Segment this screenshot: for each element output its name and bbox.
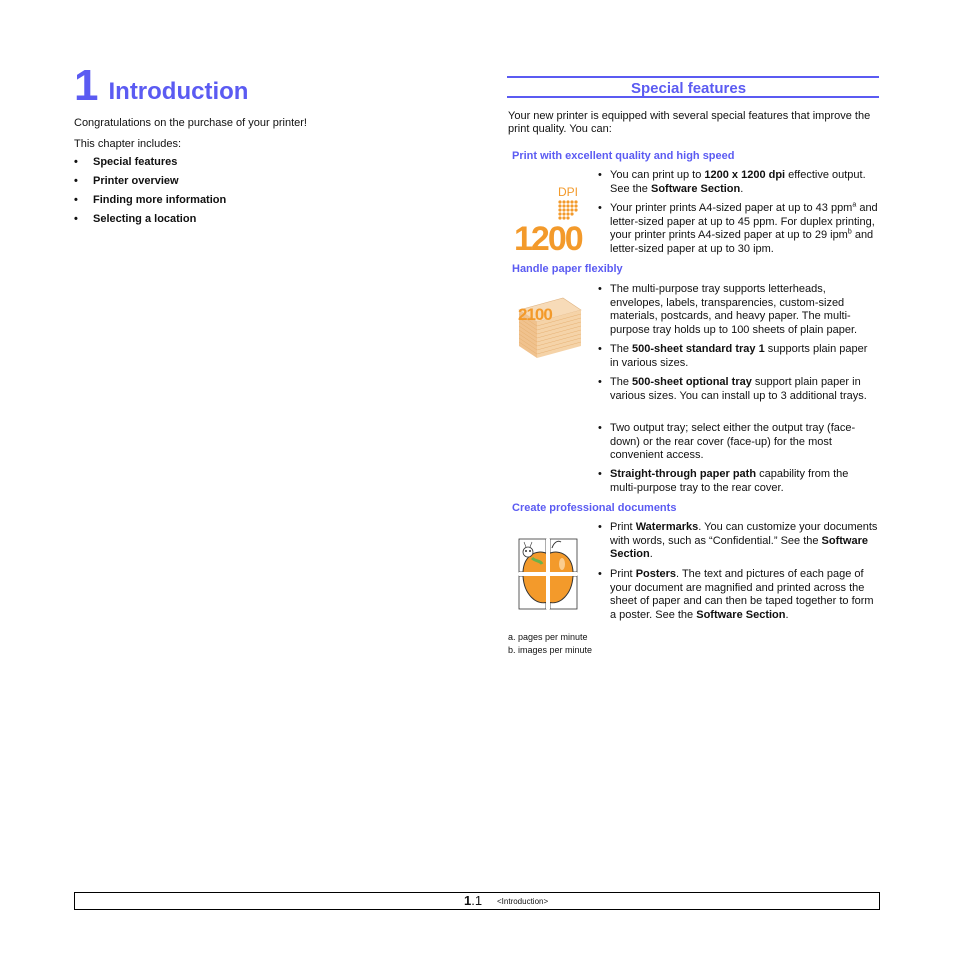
toc-item-finding-more-information[interactable] [74, 194, 226, 213]
footer-section-label: <Introduction> [497, 897, 549, 906]
paper-value: 2100 [518, 305, 552, 324]
bullet-posters: • Print Posters. The text and pictures of each page of your document are magnified and printed across the sheet of paper and can then be taped together to form a poster. See the Software Section. [598, 568, 874, 621]
bullet: • [598, 521, 602, 533]
section-title: Special features [631, 80, 747, 97]
toc-item-label: Finding more information [93, 194, 227, 206]
footnote-b: b. images per minute [508, 645, 593, 655]
footnote-ref-b[interactable]: b [847, 228, 852, 236]
bullet: • [74, 194, 78, 206]
subheading-quality-speed: Print with excellent quality and high speed [512, 150, 735, 162]
bullet: • [598, 376, 602, 388]
bullet: • [74, 213, 78, 225]
dpi-label: DPI [558, 185, 579, 199]
toc-item-selecting-a-location[interactable] [74, 213, 226, 232]
dpi-1200-illustration [512, 180, 588, 254]
chapter-number: 1 [74, 61, 99, 110]
bullet: • [598, 422, 602, 434]
bullet: • [74, 156, 78, 168]
page-number: 1.1 [464, 893, 483, 908]
toc-item-special-features[interactable] [74, 156, 226, 175]
bullet-standard-tray: • The 500-sheet standard tray 1 supports plain paper in various sizes. [598, 343, 868, 369]
chapter-title: Introduction [108, 78, 249, 105]
bullet: • [598, 343, 602, 355]
footnote-a: a. pages per minute [508, 632, 588, 642]
toc-item-label: Selecting a location [93, 213, 197, 225]
intro-paragraph: Your new printer is equipped with several special features that improve the print quality. You can: [508, 110, 871, 135]
bullet-speed: • Your printer prints A4-sized paper at up to 43 ppm$^a$ and letter-sized paper at up to 45 ppm. For duplex printing, your printer prints A4-sized paper at up to 29 ipm$^b$ and letter-sized paper at up to 30 ipm. [598, 201, 878, 255]
toc-item-label: Special features [93, 156, 178, 168]
poster-apple-icon [519, 539, 577, 609]
bullet: • [598, 468, 602, 480]
poster-apple-illustration [518, 538, 578, 610]
bullet: • [598, 202, 602, 214]
section-heading [507, 76, 879, 98]
congrats-text: Congratulations on the purchase of your printer! [74, 117, 307, 129]
dpi-dot-grid-icon [558, 200, 577, 219]
subheading-paper-handling: Handle paper flexibly [512, 263, 623, 275]
bullet-dpi: • You can print up to 1200 x 1200 dpi effective output. See the Software Section. [598, 169, 866, 195]
bullet: • [598, 283, 602, 295]
bullet-paper-path: • Straight-through paper path capability from the multi-purpose tray to the rear cover. [598, 468, 849, 494]
bullet-optional-tray: • The 500-sheet optional tray support plain paper in various sizes. You can install up to 3 additional trays. [598, 376, 867, 402]
toc-item-label: Printer overview [93, 175, 179, 187]
page-footer [74, 892, 880, 910]
bullet-output-tray: • Two output tray; select either the output tray (face-down) or the rear cover (face-up) for the most convenient access. [598, 422, 856, 462]
includes-text: This chapter includes: [74, 138, 181, 150]
toc-item-printer-overview[interactable] [74, 175, 226, 194]
bullet-multipurpose-tray: • The multi-purpose tray supports letterheads, envelopes, labels, transparencies, custom-sized materials, postcards, and heavy paper. The multi-purpose tray holds up to 100 sheets of plain paper. [598, 283, 858, 336]
footnote-ref-a[interactable]: a [852, 201, 857, 209]
bullet-watermarks: • Print Watermarks. You can customize your documents with words, such as “Confidential.” See the Software Section. [598, 521, 878, 561]
chapter-heading [74, 61, 249, 110]
bullet: • [598, 169, 602, 181]
bullet: • [598, 568, 602, 580]
paper-stack-illustration [515, 296, 585, 360]
subheading-professional-docs: Create professional documents [512, 502, 677, 514]
chapter-contents-list [74, 156, 226, 232]
dpi-value: 1200 [514, 220, 582, 254]
bullet: • [74, 175, 78, 187]
